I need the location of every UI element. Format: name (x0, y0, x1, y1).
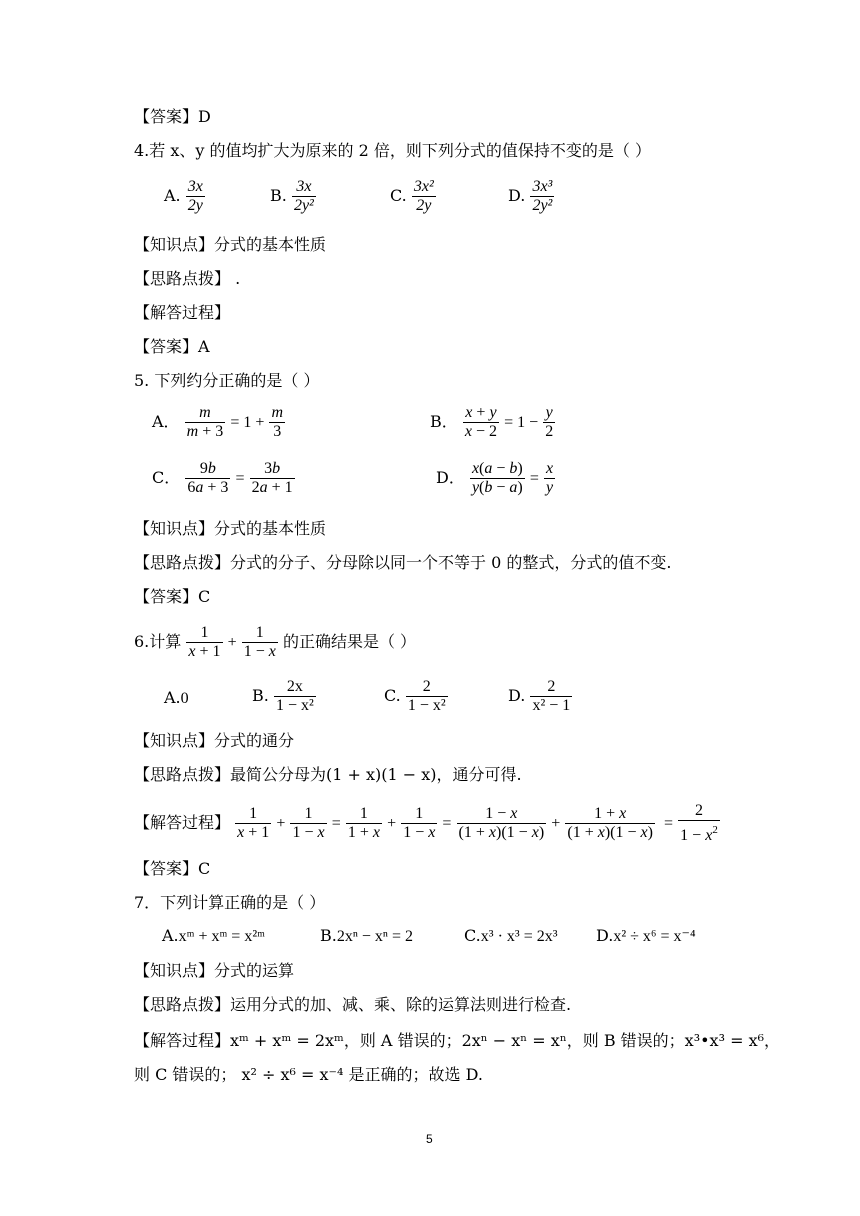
q7-solution-line-2: 则 C 错误的； x² ÷ x⁶ = x⁻⁴ 是正确的；故选 D. (134, 1065, 483, 1084)
q4-choice-c[interactable]: C. $\frac{\text{3x²}}{2y}$ (390, 178, 434, 214)
q5-hint: 【思路点拨】分式的分子、分母除以同一个不等于 0 的整式，分式的值不变. (134, 553, 672, 572)
q6-stem: 6.计算 $\frac{1}{x + 1}$ + $\frac{1}{1 - x}$ 的正确结果是（ ） (134, 624, 417, 660)
q7-hint: 【思路点拨】运用分式的加、减、乘、除的运算法则进行检查. (134, 995, 572, 1014)
q3-answer: 【答案】D (134, 107, 211, 126)
q5-choice-c[interactable]: C． $\frac{9b}{6a + 3}$ = $\frac{3b}{2a + 1}$ (152, 460, 293, 496)
q7-solution-line-1: 【解答过程】xᵐ + xᵐ = 2xᵐ，则 A 错误的；2xⁿ − xⁿ = xⁿ，则 B 错误的；x³•x³ = x⁶， (134, 1031, 781, 1050)
q7-choice-a[interactable]: A.xᵐ + xᵐ = x²ᵐ (162, 926, 265, 945)
q5-knowledge: 【知识点】分式的基本性质 (134, 519, 327, 538)
q7-choice-d[interactable]: D.x² ÷ x⁶ = x⁻⁴ (596, 926, 696, 945)
q5-choice-d[interactable]: D． $\frac{x(a - b)}{y(b - a)}$ = $\frac{x}{y}$ (436, 460, 554, 496)
q5-choice-b[interactable]: B． $\frac{x + y}{x - 2}$ = 1 − $\frac{y}{2}$ (430, 404, 554, 440)
q4-answer: 【答案】A (134, 337, 210, 356)
q4-choice-b[interactable]: B. $\frac{3x}{\text{2y²}}$ (270, 178, 314, 214)
q5-stem: 5. 下列约分正确的是（ ） (134, 371, 320, 390)
q6-choice-b[interactable]: B. $\frac{2x}{\text{1 − x²}}$ (252, 678, 314, 714)
q7-knowledge: 【知识点】分式的运算 (134, 961, 295, 980)
q4-stem: 4.若 x、y 的值均扩大为原来的 2 倍，则下列分式的值保持不变的是（ ） (134, 141, 651, 160)
q4-choice-a[interactable]: A. $\frac{3x}{2y}$ (164, 178, 203, 214)
q7-choice-b[interactable]: B.2xⁿ − xⁿ = 2 (320, 926, 413, 945)
q6-choice-d[interactable]: D. $\frac{2}{\text{x² − 1}}$ (508, 678, 571, 714)
q4-knowledge: 【知识点】分式的基本性质 (134, 235, 327, 254)
q7-choice-c[interactable]: C.x³ · x³ = 2x³ (464, 926, 558, 945)
q5-answer: 【答案】C (134, 587, 211, 606)
page-number: 5 (426, 1132, 433, 1146)
q6-choice-c[interactable]: C. $\frac{2}{\text{1 − x²}}$ (384, 678, 446, 714)
q6-choice-a[interactable]: A.0 (164, 688, 189, 707)
q4-choice-d[interactable]: D. $\frac{\text{3x³}}{\text{2y²}}$ (508, 178, 553, 214)
q5-choice-a[interactable]: A． $\frac{m}{m + 3}$ = 1 + $\frac{m}{3}$ (152, 404, 284, 440)
q4-hint: 【思路点拨】 . (134, 269, 241, 288)
q6-hint: 【思路点拨】最简公分母为(1 + x)(1 − x)，通分可得. (134, 765, 522, 784)
q4-solution: 【解答过程】 (134, 303, 231, 322)
q6-solution: 【解答过程】 $\frac{1}{x + 1}$ + $\frac{1}{1 - x}$ = $\frac{1}{1 + x}$ + $\frac{1}{1 - x}$ = $\frac{1 - x}{(1 + x)(1 - x)}$ + $\frac{1 + x}{(1 + x)(1 - x)}$ = $\frac{2}{1 - x^2}$ (134, 802, 718, 844)
q6-answer: 【答案】C (134, 859, 211, 878)
q7-stem: 7．下列计算正确的是（ ） (134, 893, 326, 912)
q6-knowledge: 【知识点】分式的通分 (134, 731, 295, 750)
